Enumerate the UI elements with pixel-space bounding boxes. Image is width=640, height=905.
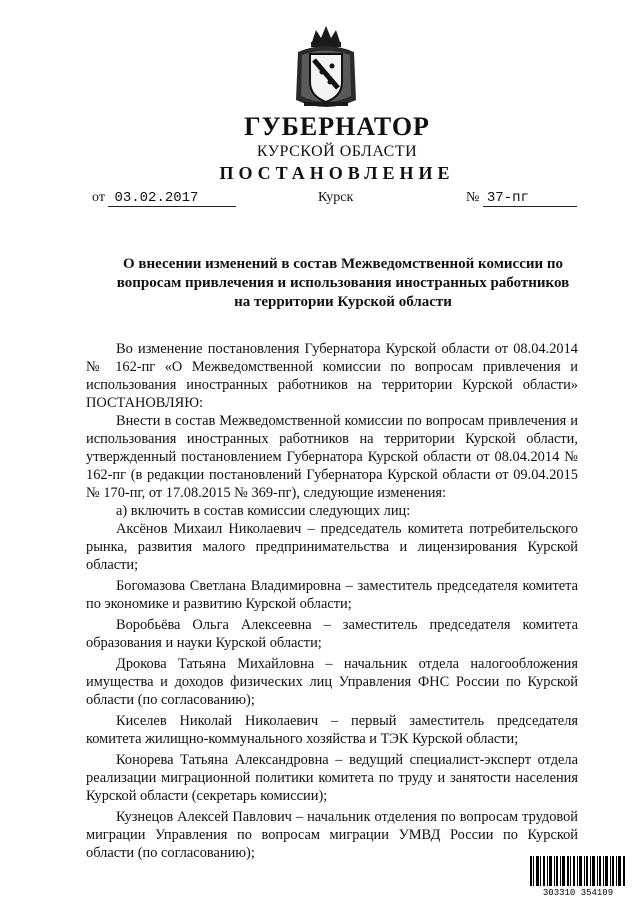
barcode (528, 856, 628, 896)
paragraph-preamble: Во изменение постановления Губернатора Курской области от 08.04.2014 № 162-пг «О Межведомственной комиссии по вопросам привлечения и использования иностранных работников на территории Курской области» ПОСТАНОВЛЯЮ: (86, 341, 578, 411)
member-entry: Кузнецов Алексей Павлович – начальник отделения по вопросам трудовой миграции Управления по вопросам миграции УМВД России по Курской области (по согласованию); (86, 809, 578, 861)
member-entry: Конорева Татьяна Александровна – ведущий специалист-эксперт отдела реализации миграционной политики комитета по труду и занятости населения Курской области (секретарь комиссии); (86, 752, 578, 804)
number-block (466, 190, 577, 207)
barcode-number: 303310 354109 (542, 888, 614, 896)
date-block (92, 190, 236, 207)
date-prefix: от (92, 190, 105, 205)
document-number: 37-пг (483, 190, 577, 207)
member-entry: Аксёнов Михаил Николаевич – председатель комитета потребительского рынка, развития малого предпринимательства и лицензирования Курской области; (86, 521, 578, 573)
member-entry: Киселев Николай Николаевич – первый заместитель председателя комитета жилищно-коммунального хозяйства и ТЭК Курской области; (86, 713, 578, 747)
number-prefix: № (466, 190, 480, 205)
document-type: ПОСТАНОВЛЕНИЕ (219, 163, 455, 183)
paragraph-item-a: а) включить в состав комиссии следующих лиц: (116, 503, 411, 519)
member-entry: Воробьёва Ольга Алексеевна – заместитель председателя комитета образования и науки Курской области; (86, 617, 578, 651)
header-title: ГУБЕРНАТОР (244, 112, 430, 141)
coat-of-arms-emblem (294, 22, 358, 110)
document-body (86, 340, 578, 862)
member-entry: Дрокова Татьяна Михайловна – начальник отдела налогообложения имущества и доходов физических лиц Управления ФНС России по Курской области (по согласованию); (86, 656, 578, 708)
document-date: 03.02.2017 (108, 190, 236, 207)
document-subject: О внесении изменений в состав Межведомственной комиссии по вопросам привлечения и использования иностранных работников на территории Курской области (116, 256, 570, 310)
member-entry: Богомазова Светлана Владимировна – заместитель председателя комитета по экономике и развитию Курской области; (86, 578, 578, 612)
header-region: КУРСКОЙ ОБЛАСТИ (256, 143, 418, 160)
city-label: Курск (318, 190, 354, 205)
paragraph-main: Внести в состав Межведомственной комиссии по вопросам привлечения и использования иностранных работников на территории Курской области, утвержденный постановлением Губернатора Курской области от 08.04.2014 № 162-пг (в редакции постановлений Губернатора Курской области от 09.04.2015 № 170-пг, от 17.08.2015 № 369-пг), следующие изменения: (86, 413, 578, 501)
